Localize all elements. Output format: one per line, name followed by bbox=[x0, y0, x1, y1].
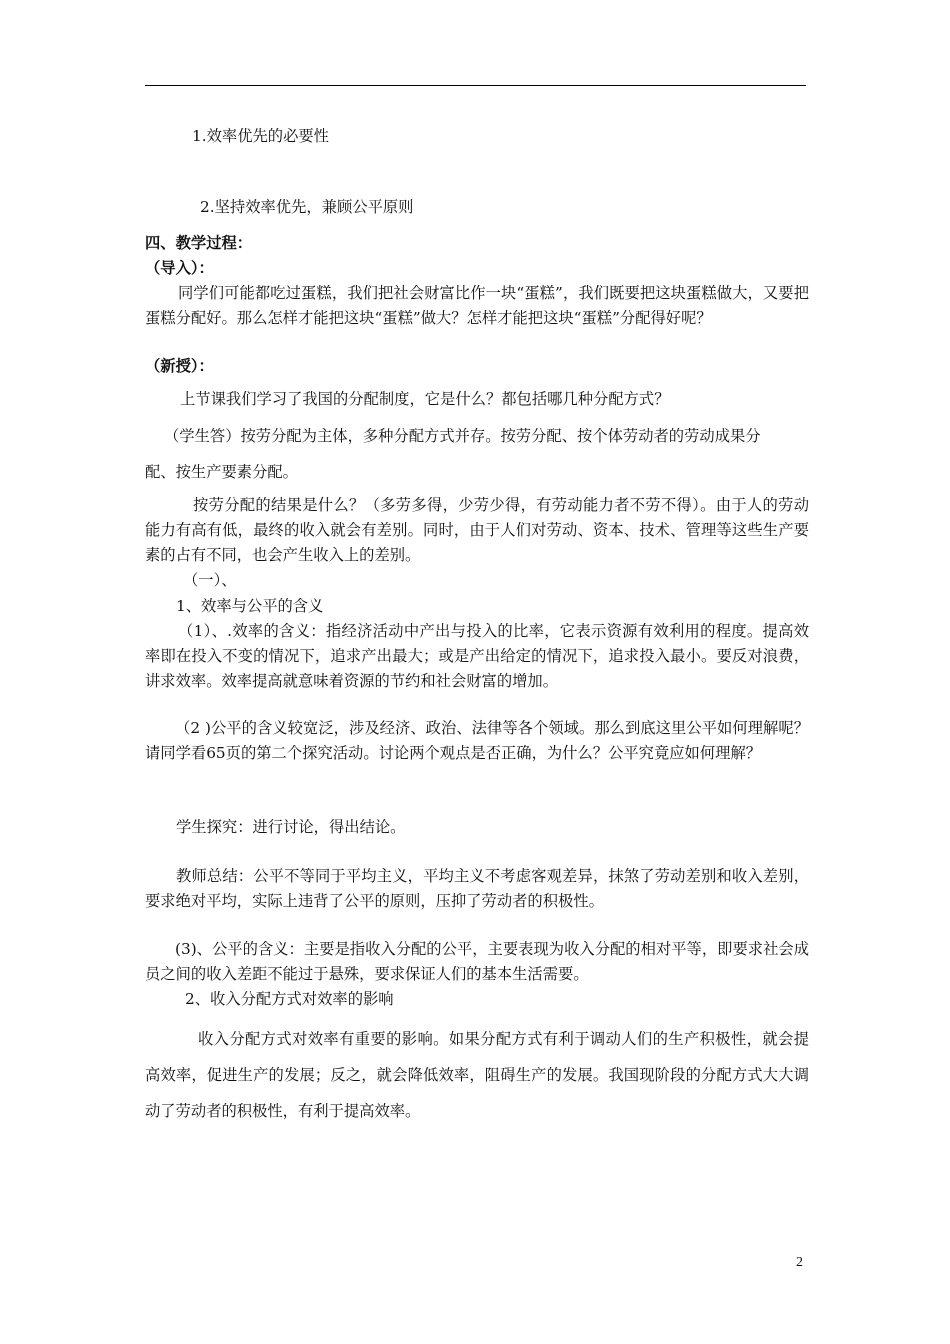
header-rule bbox=[145, 85, 806, 86]
new-lesson-label: （新授）： bbox=[145, 357, 214, 375]
student-explore: 学生探究：进行讨论，得出结论。 bbox=[176, 818, 406, 836]
section-heading: 四、教学过程： bbox=[145, 234, 253, 252]
heading-1: 1、效率与公平的含义 bbox=[176, 597, 324, 615]
page-number: 2 bbox=[796, 1255, 803, 1270]
part-one: （一）、 bbox=[183, 571, 237, 589]
intro-label: （导入）： bbox=[145, 259, 214, 277]
definition-fairness: (3)、公平的含义：主要是指收入分配的公平，主要表现为收入分配的相对平等，即要求社会成员之间的收入差距不能过于悬殊，要求保证人们的基本生活需要。 bbox=[145, 940, 809, 983]
answer-1-line-2: 配、按生产要素分配。 bbox=[145, 463, 298, 481]
heading-2: 2、收入分配方式对效率的影响 bbox=[185, 990, 394, 1008]
question-2: 按劳分配的结果是什么？（多劳多得，少劳少得，有劳动能力者不劳不得）。由于人的劳动能力有高有低，最终的收入就会有差别。同时，由于人们对劳动、资本、技术、管理等这些生产要素的占有不同，也会产生收入上的差别。 bbox=[145, 496, 809, 564]
final-paragraph: 收入分配方式对效率有重要的影响。如果分配方式有利于调动人们的生产积极性，就会提高效率，促进生产的发展；反之，就会降低效率，阻碍生产的发展。我国现阶段的分配方式大大调动了劳动者的积极性，有利于提高效率。 bbox=[145, 1030, 809, 1120]
teacher-summary: 教师总结：公平不等同于平均主义，平均主义不考虑客观差异，抹煞了劳动差别和收入差别，要求绝对平均，实际上违背了公平的原则，压抑了劳动者的积极性。 bbox=[145, 867, 809, 910]
item-1: 1.效率优先的必要性 bbox=[192, 127, 329, 145]
intro-text: 同学们可能都吃过蛋糕，我们把社会财富比作一块“蛋糕”，我们既要把这块蛋糕做大，又要把蛋糕分配好。那么怎样才能把这块“蛋糕”做大？怎样才能把这块“蛋糕”分配得好呢？ bbox=[145, 284, 809, 327]
item-2: 2.坚持效率优先，兼顾公平原则 bbox=[200, 198, 414, 216]
answer-1-line-1: （学生答）按劳分配为主体，多种分配方式并存。按劳分配、按个体劳动者的劳动成果分 bbox=[164, 427, 761, 445]
definition-fairness-broad: （2 )公平的含义较宽泛，涉及经济、政治、法律等各个领域。那么到底这里公平如何理解呢？请同学看65页的第二个探究活动。讨论两个观点是否正确，为什么？公平究竟应如何理解？ bbox=[145, 719, 809, 762]
question-1: 上节课我们学习了我国的分配制度，它是什么？都包括哪几种分配方式？ bbox=[180, 390, 670, 408]
definition-efficiency: （1）、.效率的含义：指经济活动中产出与投入的比率，它表示资源有效利用的程度。提高效率即在投入不变的情况下，追求产出最大；或是产出给定的情况下，追求投入最小。要反对浪费，讲求效率。效率提高就意味着资源的节约和社会财富的增加。 bbox=[145, 622, 809, 690]
